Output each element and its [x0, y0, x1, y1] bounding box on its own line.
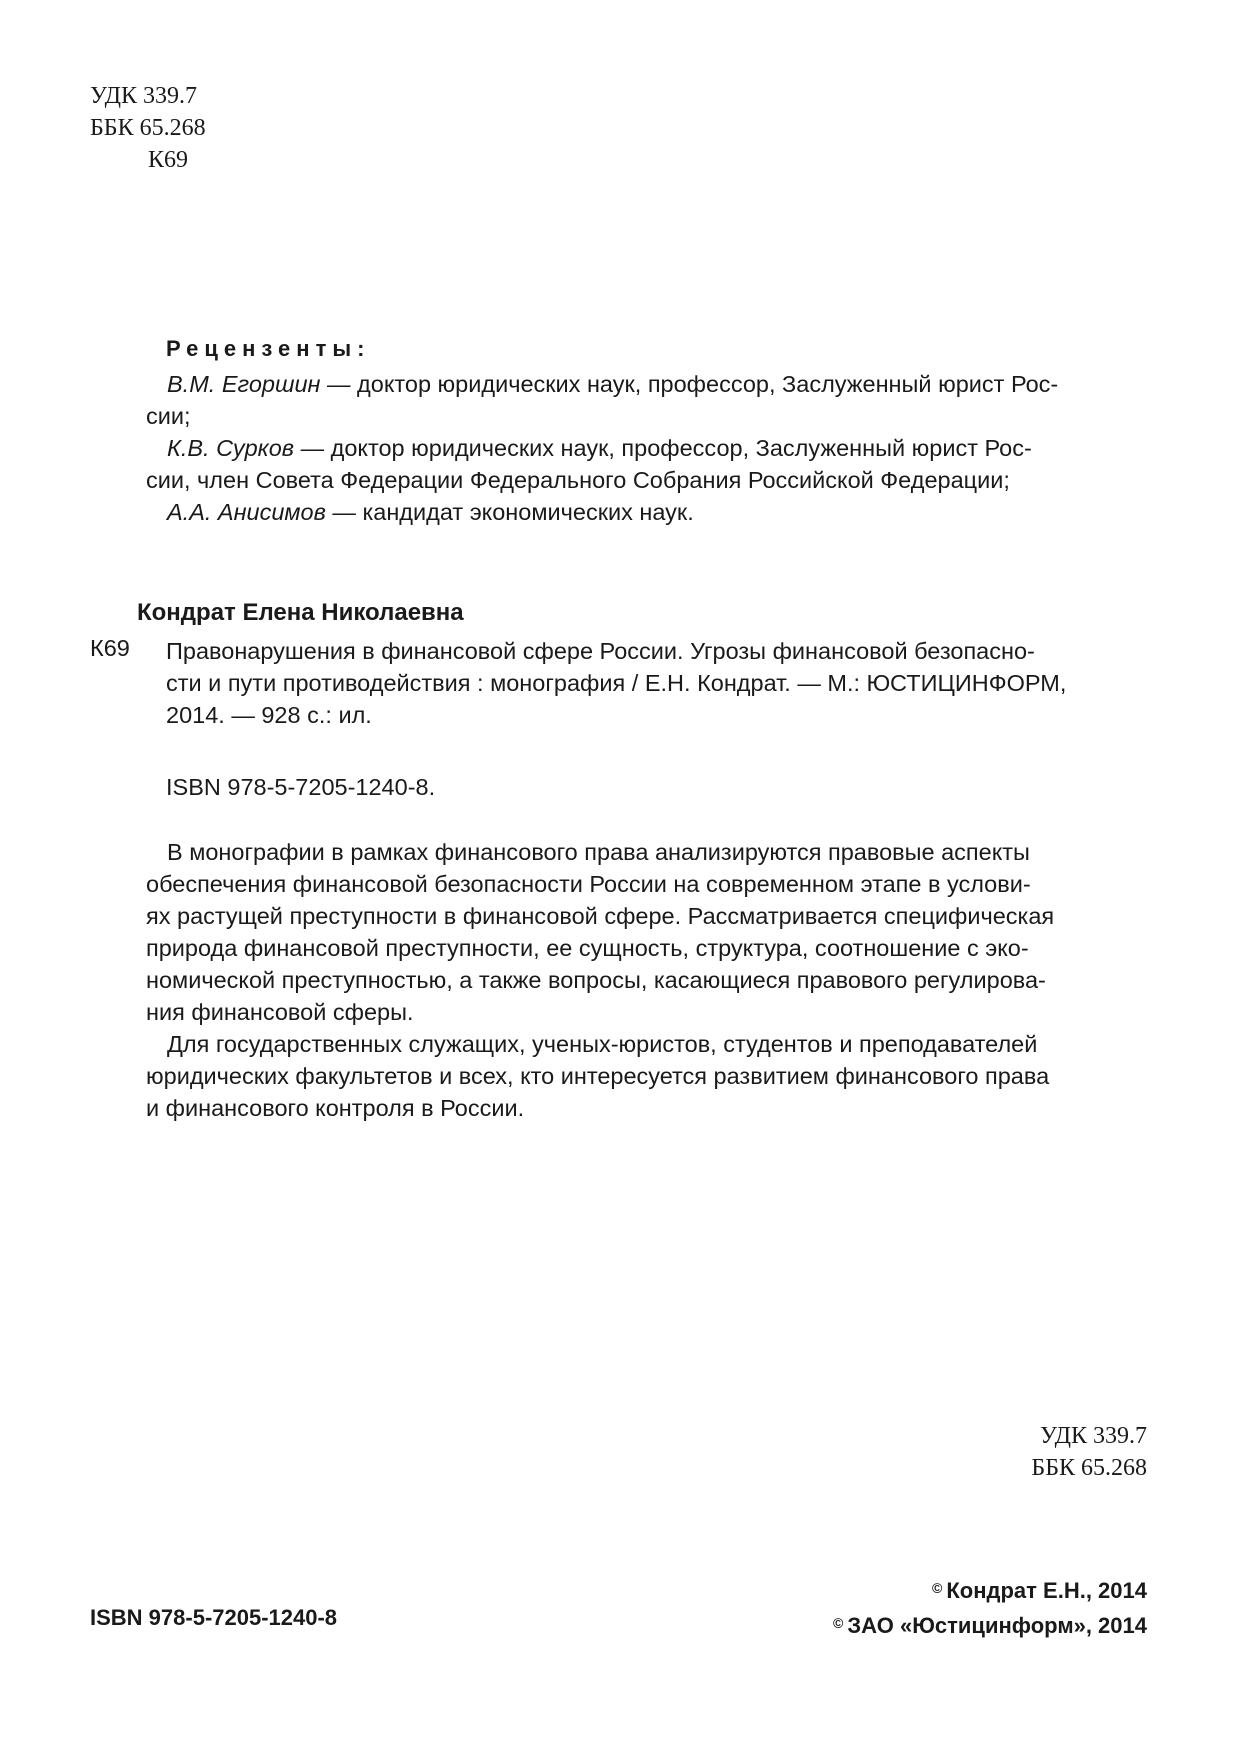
title-line: сти и пути противодействия : монография / Е.Н. Кондрат. — М.: ЮСТИЦИНФОРМ, [166, 670, 1067, 696]
annotation [146, 836, 1136, 1124]
annotation-line: ния финансовой сферы. [146, 999, 414, 1025]
reviewer-line: сии, член Совета Федерации Федерального Собрания Российской Федерации; [146, 467, 1010, 493]
bbk-code: ББК 65.268 [1031, 1455, 1147, 1481]
classification-top [90, 80, 206, 176]
author-name: Кондрат Елена Николаевна [137, 599, 464, 626]
annotation-line: природа финансовой преступности, ее сущность, структура, соотношение с эко- [146, 935, 1029, 961]
annotation-line: обеспечения финансовой безопасности России на современном этапе в услови- [146, 871, 1031, 897]
copyright-icon: © [833, 1615, 844, 1631]
isbn-bottom: ISBN 978-5-7205-1240-8 [90, 1605, 338, 1630]
annotation-line: В монографии в рамках финансового права анализируются правовые аспекты [167, 839, 1030, 865]
classification-bottom [1031, 1420, 1147, 1484]
book-code: К69 [90, 635, 130, 661]
copyright-line: © ЗАО «Юстицинформ», 2014 [833, 1613, 1147, 1638]
udk-code: УДК 339.7 [1040, 1423, 1147, 1449]
annotation-line: ях растущей преступности в финансовой сфере. Рассматривается специфическая [146, 903, 1055, 929]
udk-code: УДК 339.7 [90, 83, 197, 109]
title-line: Правонарушения в финансовой сфере России. Угрозы финансовой безопасно- [166, 638, 1035, 664]
reviewer-line: А.А. Анисимов — кандидат экономических наук. [167, 499, 694, 525]
annotation-line: юридических факультетов и всех, кто интересуется развитием финансового права [146, 1063, 1050, 1089]
reviewer-name: К.В. Сурков [167, 435, 295, 461]
reviewer-name: В.М. Егоршин [167, 371, 321, 397]
reviewer-line: сии; [146, 403, 191, 429]
bibliographic-description [166, 635, 1136, 731]
copyright-block [833, 1572, 1147, 1642]
author-mark: К69 [148, 147, 189, 173]
reviewer-line: К.В. Сурков — доктор юридических наук, профессор, Заслуженный юрист Рос- [167, 435, 1032, 461]
copyright-line: © Кондрат Е.Н., 2014 [932, 1578, 1147, 1603]
isbn: ISBN 978-5-7205-1240-8. [166, 774, 436, 800]
annotation-line: номической преступностью, а также вопросы, касающиеся правового регулирова- [146, 967, 1046, 993]
annotation-line: Для государственных служащих, ученых-юристов, студентов и преподавателей [167, 1031, 1038, 1057]
reviewers-list [146, 368, 1136, 528]
bbk-code: ББК 65.268 [90, 115, 206, 141]
title-line: 2014. — 928 с.: ил. [166, 702, 372, 728]
reviewer-name: А.А. Анисимов [167, 499, 326, 525]
reviewers-heading: Рецензенты: [166, 336, 371, 361]
copyright-icon: © [932, 1580, 943, 1596]
annotation-line: и финансового контроля в России. [146, 1095, 525, 1121]
reviewer-line: В.М. Егоршин — доктор юридических наук, профессор, Заслуженный юрист Рос- [167, 371, 1059, 397]
